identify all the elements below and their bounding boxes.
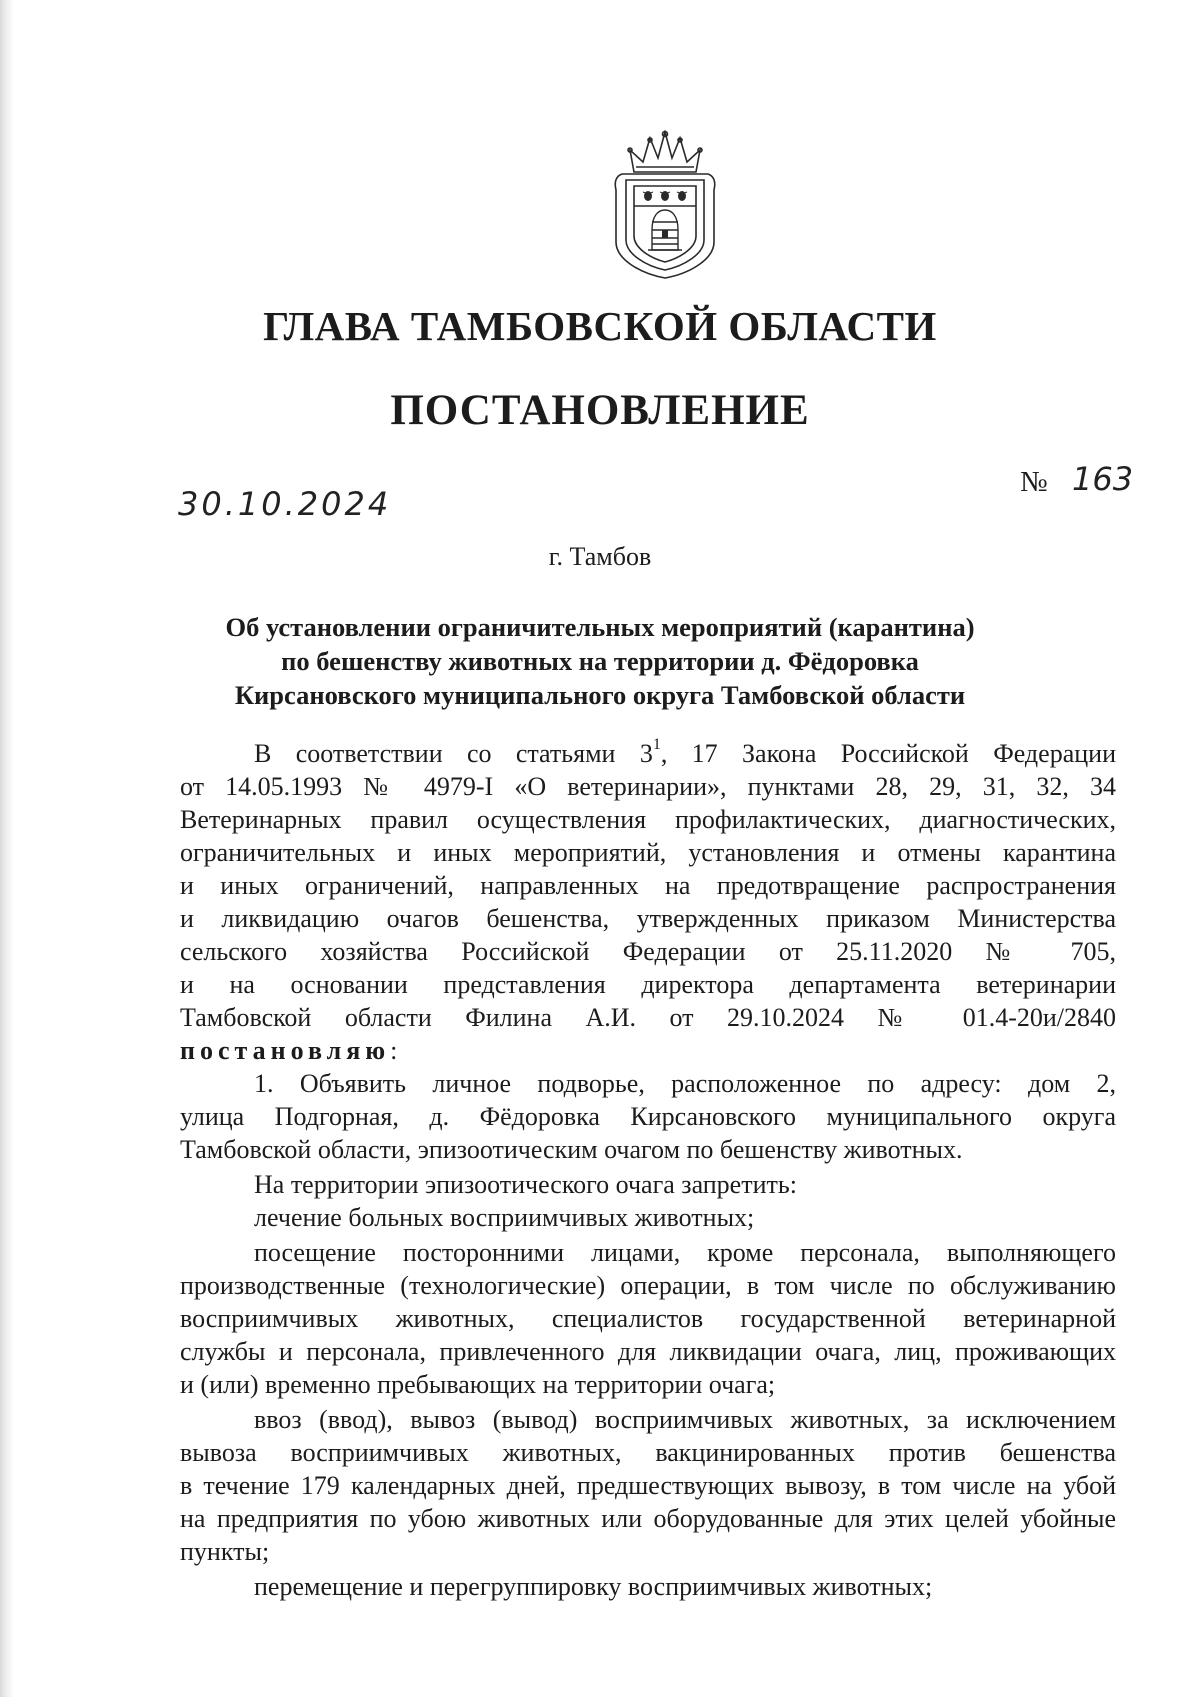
preamble-line: от 14.05.1993 № 4979-I «О ветеринарии», пунктами 28, 29, 31, 32, 34 [180, 772, 1116, 801]
document-title [150, 610, 1050, 712]
coat-of-arms-icon [612, 130, 718, 280]
preamble-line: В соответствии со статьями $3^1$, 17 Закона Российской Федерации [254, 736, 1116, 768]
preamble-line: Тамбовской области Филина А.И. от 29.10.2024 № 01.4-20и/2840 [180, 1003, 1116, 1032]
issuing-authority: ГЛАВА ТАМБОВСКОЙ ОБЛАСТИ [263, 303, 937, 349]
resolve-line: постановляю: [180, 1036, 398, 1065]
prohibition-line: вывоза восприимчивых животных, вакцинированных против бешенства [180, 1438, 1116, 1467]
prohibition-line: восприимчивых животных, специалистов государственной ветеринарной [180, 1304, 1116, 1333]
prohibition-line: производственные (технологические) операции, в том числе по обслуживанию [180, 1271, 1116, 1300]
number-sign: № [1020, 466, 1048, 498]
title-line: Об установлении ограничительных мероприятий (карантина) [225, 612, 975, 642]
scan-edge-shadow [0, 0, 14, 1697]
prohibition-line: на предприятия по убою животных или оборудованные для этих целей убойные [180, 1504, 1116, 1533]
item-line: Тамбовской области, эпизоотическим очагом по бешенству животных. [180, 1135, 963, 1164]
prohibition-item [180, 1403, 1116, 1568]
title-line: Кирсановского муниципального округа Тамбовской области [234, 680, 966, 710]
preamble-line: и на основании представления директора департамента ветеринарии [180, 970, 1116, 999]
item-line: 1. Объявить личное подворье, расположенное по адресу: дом 2, [254, 1069, 1116, 1098]
prohibition-line: и (или) временно пребывающих на территории очага; [180, 1370, 776, 1399]
item-line: улица Подгорная, д. Фёдоровка Кирсановского муниципального округа [180, 1102, 1116, 1131]
document-type: ПОСТАНОВЛЕНИЕ [390, 387, 810, 434]
prohibition-line: службы и персонала, привлеченного для ликвидации очага, лиц, проживающих [180, 1337, 1116, 1366]
prohibition-line: в течение 179 календарных дней, предшествующих вывозу, в том числе на убой [180, 1471, 1116, 1500]
preamble-line: Ветеринарных правил осуществления профилактических, диагностических, [180, 805, 1116, 834]
prohibit-intro: На территории эпизоотического очага запретить: [254, 1170, 797, 1199]
prohibition-item: перемещение и перегруппировку восприимчивых животных; [254, 1572, 933, 1601]
document-date: 30.10.2024 [178, 485, 392, 523]
item-1 [180, 1067, 1116, 1166]
title-line: по бешенству животных на территории д. Фёдоровка [281, 646, 919, 676]
preamble [180, 737, 1116, 1067]
prohibition-item [180, 1236, 1116, 1401]
city: г. Тамбов [548, 542, 652, 571]
prohibition-line: посещение посторонними лицами, кроме персонала, выполняющего [254, 1238, 1116, 1267]
prohibition-line: пункты; [180, 1537, 270, 1566]
preamble-line: и ликвидацию очагов бешенства, утвержденных приказом Министерства [180, 904, 1116, 933]
preamble-line: и иных ограничений, направленных на предотвращение распространения [180, 871, 1116, 900]
preamble-line: сельского хозяйства Российской Федерации от 25.11.2020 № 705, [180, 937, 1116, 966]
preamble-line: ограничительных и иных мероприятий, установления и отмены карантина [180, 838, 1116, 867]
document-number: 163 [1072, 460, 1134, 498]
document-body [180, 737, 1116, 1603]
resolve-word: постановляю [180, 1036, 391, 1065]
prohibition-item: лечение больных восприимчивых животных; [254, 1203, 755, 1232]
article-superscript: 1 [652, 736, 661, 753]
prohibition-line: ввоз (ввод), вывоз (вывод) восприимчивых животных, за исключением [254, 1405, 1116, 1434]
